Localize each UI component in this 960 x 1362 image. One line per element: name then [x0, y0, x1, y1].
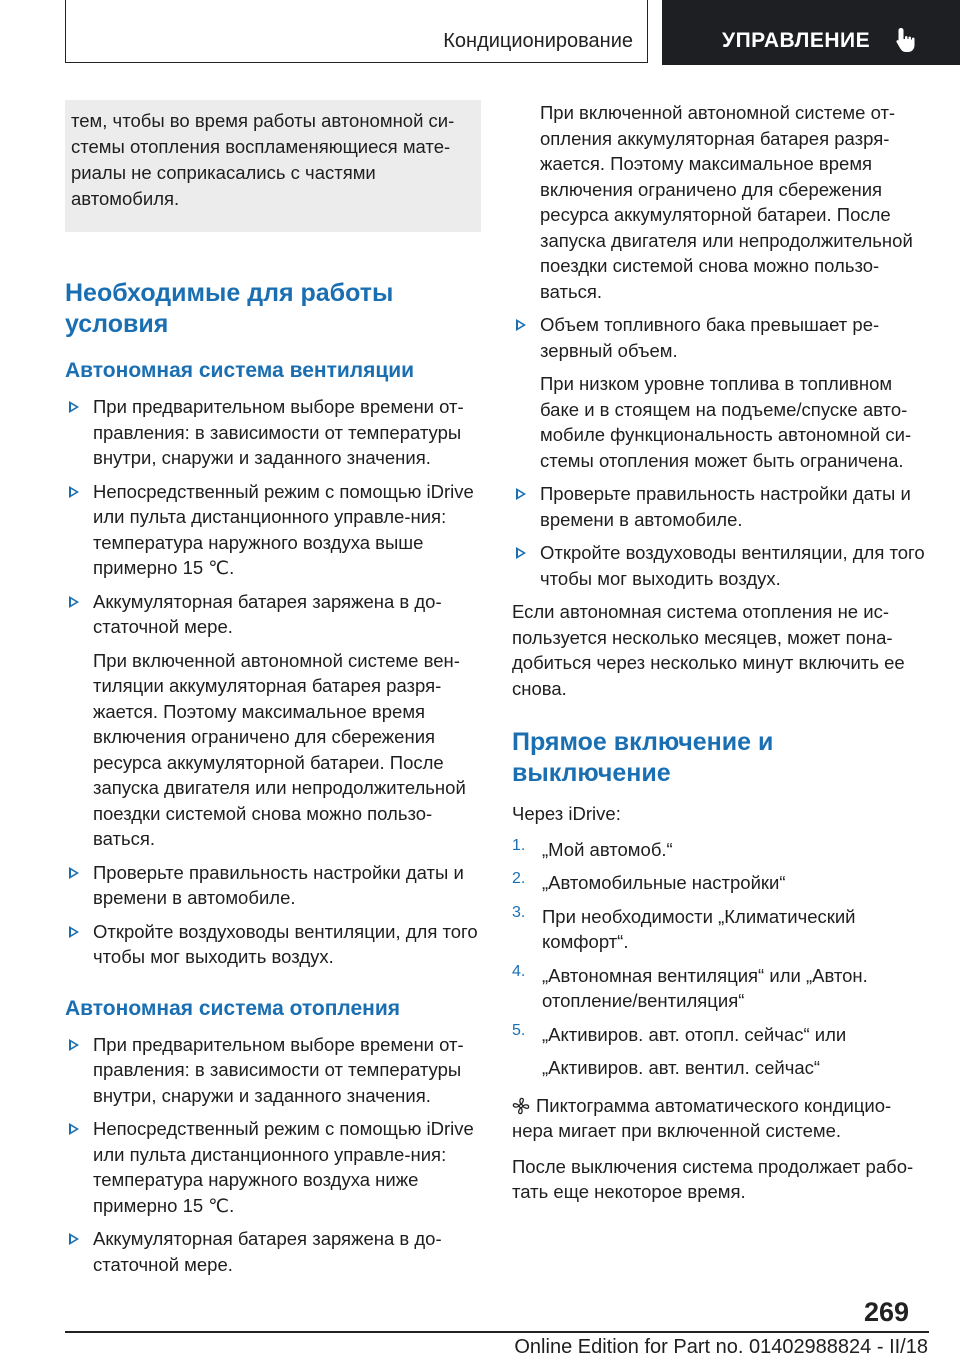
right-column: [512, 100, 932, 1215]
list-item: Откройте воздуховоды вентиляции, для того чтобы мог выходить воздух.: [512, 540, 932, 591]
list-item: При предварительном выборе времени от-правления: в зависимости от температуры внутри, снаружи и заданного значения.: [65, 1032, 481, 1109]
step-number: 1.: [512, 836, 526, 854]
list-item: Проверьте правильность настройки даты и времени в автомобиле.: [65, 860, 481, 911]
list-item-detail: При низком уровне топлива в топливном баке и в стоящем на подъеме/спуске авто-мобиле функциональность автономной си-стемы отопления может быть ограничена.: [540, 373, 912, 471]
list-item: Непосредственный режим с помощью iDrive или пульта дистанционного управле-ния: температура наружного воздуха ниже примерно 15 ℃.: [65, 1116, 481, 1218]
conditions-heading: Необходимые для работы условия: [65, 279, 394, 338]
page-number: 269: [864, 1297, 910, 1327]
list-item: Аккумуляторная батарея заряжена в до-статочной мере.: [65, 589, 481, 640]
chapter-tab: [662, 0, 960, 65]
section-tab: [65, 0, 648, 63]
footer-divider: [65, 1331, 929, 1333]
step-number: 2.: [512, 870, 526, 887]
step-item: 4. „Автономная вентиляция“ или „Автон. отопление/вентиляция“: [512, 962, 868, 1011]
bullet-triangle-icon: [69, 1123, 79, 1135]
idrive-intro: Через iDrive:: [512, 803, 621, 824]
list-item: Проверьте правильность настройки даты и времени в автомобиле.: [512, 481, 932, 532]
list-item: При предварительном выборе времени от-правления: в зависимости от температуры внутри, снаружи и заданного значения.: [65, 394, 481, 471]
list-item: Объем топливного бака превышает ре-зервный объем.: [512, 312, 932, 363]
paragraph: После выключения система продолжает рабо-тать еще некоторое время.: [512, 1155, 914, 1202]
bullet-triangle-icon: [69, 401, 79, 413]
step-item: 5. „Активиров. авт. отопл. сейчас“ или: [512, 1021, 847, 1045]
bullet-triangle-icon: [69, 926, 79, 938]
step-item: 3. При необходимости „Климатический комфорт“.: [512, 903, 856, 952]
bullet-triangle-icon: [516, 319, 526, 331]
bullet-triangle-icon: [69, 596, 79, 608]
bullet-triangle-icon: [516, 547, 526, 559]
list-item-detail: При включенной автономной системе вен-тиляции аккумуляторная батарея разря-жается. Поэтому максимальное время включения ограничено для сбережения ресурса аккумуляторной батареи. После запуска двигателя или непродолжительной поездки системой снова можно пользо-ваться.: [93, 649, 466, 849]
section-title: Кондиционирование: [443, 30, 633, 52]
bullet-triangle-icon: [69, 1039, 79, 1051]
bullet-triangle-icon: [516, 488, 526, 500]
step-item: 2. „Автомобильные настройки“: [512, 870, 786, 893]
step-number: 5.: [512, 1021, 526, 1039]
left-column: [65, 100, 481, 1285]
bullet-triangle-icon: [69, 1233, 79, 1245]
paragraph: Если автономная система отопления не ис-пользуется несколько месяцев, может пона-добиться через несколько минут включить ее снова.: [512, 601, 905, 699]
direct-switch-heading: Прямое включение и выключение: [512, 728, 774, 787]
step-item: 1. „Мой автомоб.“: [512, 836, 673, 860]
list-item: Аккумуляторная батарея заряжена в до-статочной мере.: [65, 1226, 481, 1277]
ventilation-heading: Автономная система вентиляции: [65, 359, 415, 382]
bullet-triangle-icon: [69, 867, 79, 879]
icon-paragraph: Пиктограмма автоматического кондицио-нера мигает при включенной системе.: [512, 1094, 892, 1141]
list-item-detail: При включенной автономной системе от-опления аккумуляторная батарея разря-жается. Поэтому максимальное время включения ограничено для сбережения ресурса аккумуляторной батареи. После запуска двигателя или непродолжительной поездки системой снова можно пользо-ваться.: [540, 102, 913, 302]
list-item: Откройте воздуховоды вентиляции, для того чтобы мог выходить воздух.: [65, 919, 481, 970]
page-header: [0, 0, 960, 66]
step-number: 3.: [512, 903, 526, 921]
warning-note: тем, чтобы во время работы автономной си-стемы отопления воспламеняющиеся мате-риалы не соприкасались с частями автомобиля.: [65, 100, 481, 232]
fan-icon: [512, 1097, 530, 1115]
edition-info: Online Edition for Part no. 01402988824 - II/18: [514, 1336, 928, 1358]
bullet-triangle-icon: [69, 486, 79, 498]
list-item: Непосредственный режим с помощью iDrive или пульта дистанционного управле-ния: температура наружного воздуха выше примерно 15 ℃.: [65, 479, 481, 581]
heating-heading: Автономная система отопления: [65, 996, 400, 1020]
hand-pointer-icon: [894, 26, 920, 54]
step-item-detail: „Активиров. авт. вентил. сейчас“: [542, 1057, 821, 1078]
chapter-title: УПРАВЛЕНИЕ: [722, 29, 871, 52]
step-number: 4.: [512, 962, 526, 980]
